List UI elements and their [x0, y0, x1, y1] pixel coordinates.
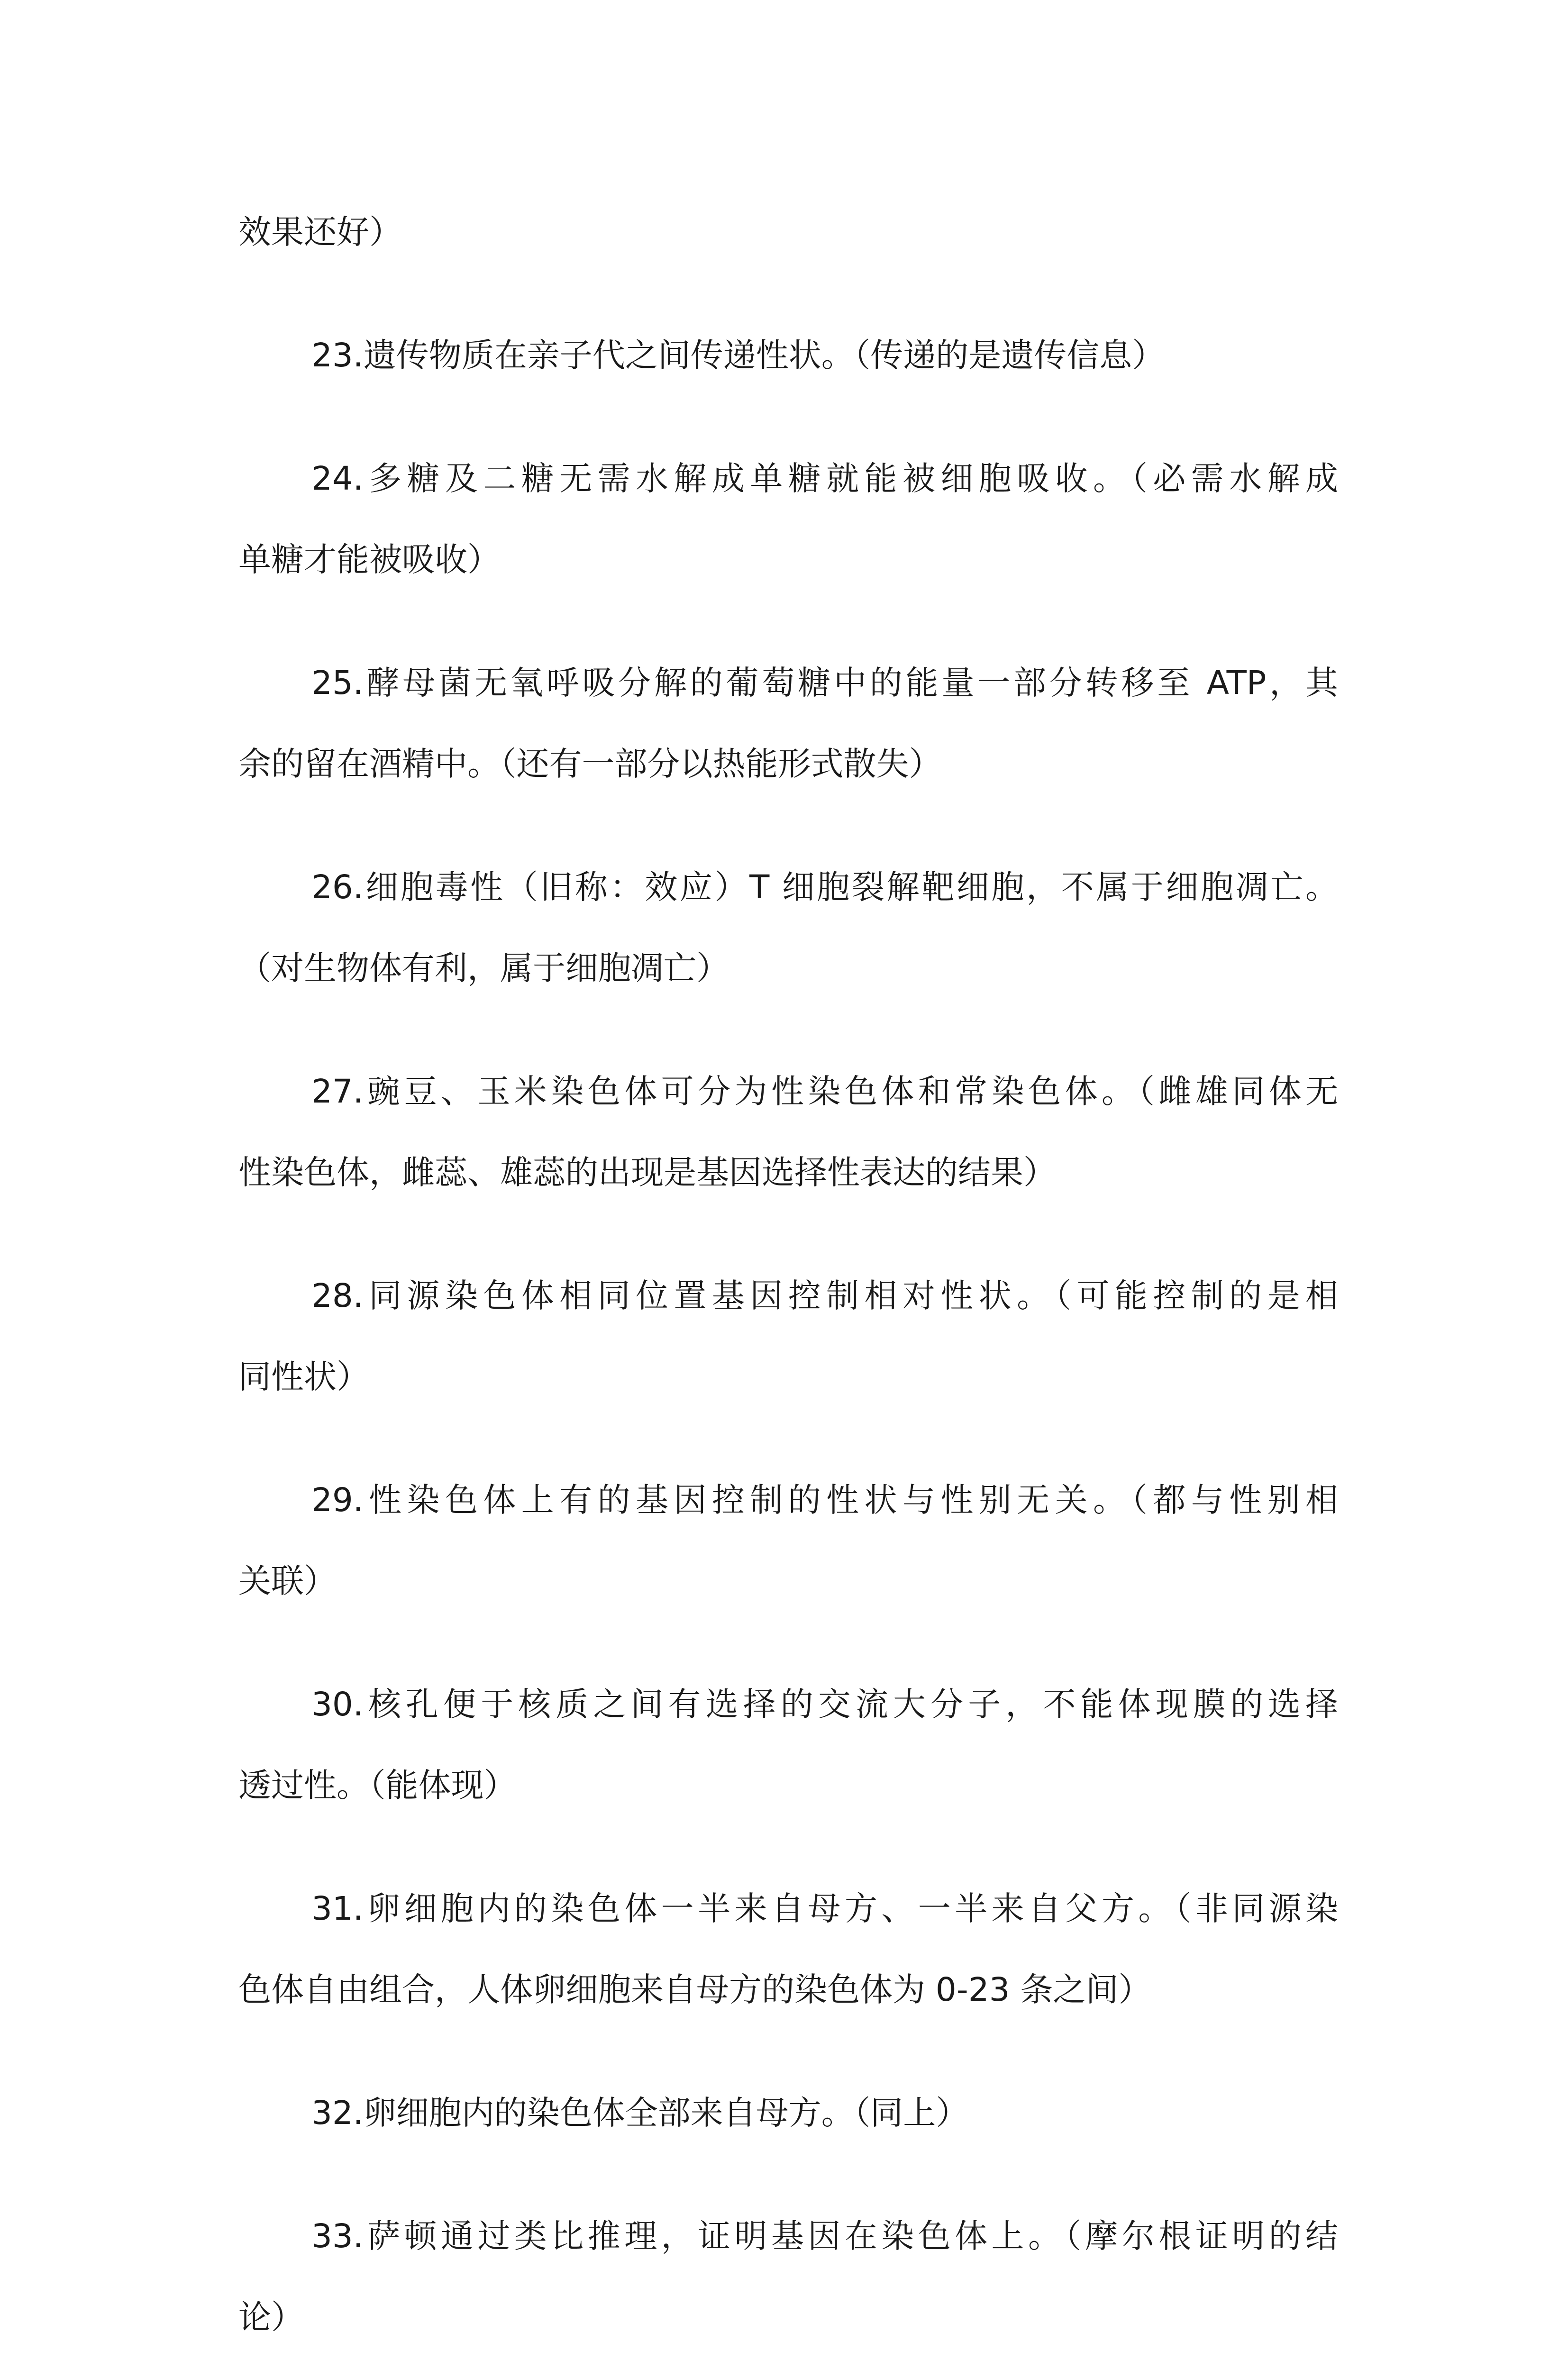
- paragraph-25: [238, 643, 1338, 805]
- text-line: 32.卵细胞内的染色体全部来自母方。（同上）: [311, 2094, 969, 2132]
- text-line: 27.豌豆、玉米染色体可分为性染色体和常染色体。（雌雄同体无: [311, 1073, 1338, 1111]
- paragraph-27: [238, 1051, 1338, 1213]
- text-line: 25.酵母菌无氧呼吸分解的葡萄糖中的能量一部分转移至 ATP，其: [311, 664, 1338, 702]
- paragraph-26: [238, 847, 1338, 1009]
- paragraph-32: [238, 2073, 1338, 2154]
- text-line: 26.细胞毒性（旧称：效应）T 细胞裂解靶细胞，不属于细胞凋亡。: [311, 868, 1338, 906]
- text-line: 28.同源染色体相同位置基因控制相对性状。（可能控制的是相: [311, 1277, 1338, 1315]
- text-line: 论）: [238, 2298, 304, 2336]
- paragraph-29: [238, 1460, 1338, 1622]
- paragraph-33: [238, 2196, 1338, 2358]
- paragraph-28: [238, 1256, 1338, 1418]
- text-line: 33.萨顿通过类比推理，证明基因在染色体上。（摩尔根证明的结: [311, 2217, 1338, 2255]
- paragraph-31: [238, 1869, 1338, 2031]
- text-line: 关联）: [238, 1562, 337, 1600]
- text-line: （对生物体有利，属于细胞凋亡）: [238, 949, 729, 987]
- text-line: 23.遗传物质在亲子代之间传递性状。（传递的是遗传信息）: [311, 337, 1165, 374]
- text-line: 余的留在酒精中。（还有一部分以热能形式散失）: [238, 745, 942, 783]
- text-line: 31.卵细胞内的染色体一半来自母方、一半来自父方。（非同源染: [311, 1890, 1338, 1928]
- text-line: 24.多糖及二糖无需水解成单糖就能被细胞吸收。（必需水解成: [311, 460, 1338, 498]
- text-line: 性染色体，雌蕊、雄蕊的出现是基因选择性表达的结果）: [238, 1154, 1056, 1192]
- document-body: [238, 192, 1338, 2370]
- paragraph-22-continued: [238, 192, 1338, 273]
- text-line: 同性状）: [238, 1358, 369, 1396]
- text-line: 透过性。（能体现）: [238, 1767, 517, 1805]
- paragraph-24: [238, 438, 1338, 601]
- text-line: 色体自由组合，人体卵细胞来自母方的染色体为 0-23 条之间）: [238, 1971, 1151, 2009]
- text-line: 效果还好）: [238, 213, 402, 251]
- text-line: 30.核孔便于核质之间有选择的交流大分子，不能体现膜的选择: [311, 1686, 1338, 1723]
- paragraph-23: [238, 315, 1338, 396]
- paragraph-30: [238, 1664, 1338, 1826]
- text-line: 单糖才能被吸收）: [238, 541, 500, 579]
- text-line: 29.性染色体上有的基因控制的性状与性别无关。（都与性别相: [311, 1481, 1338, 1519]
